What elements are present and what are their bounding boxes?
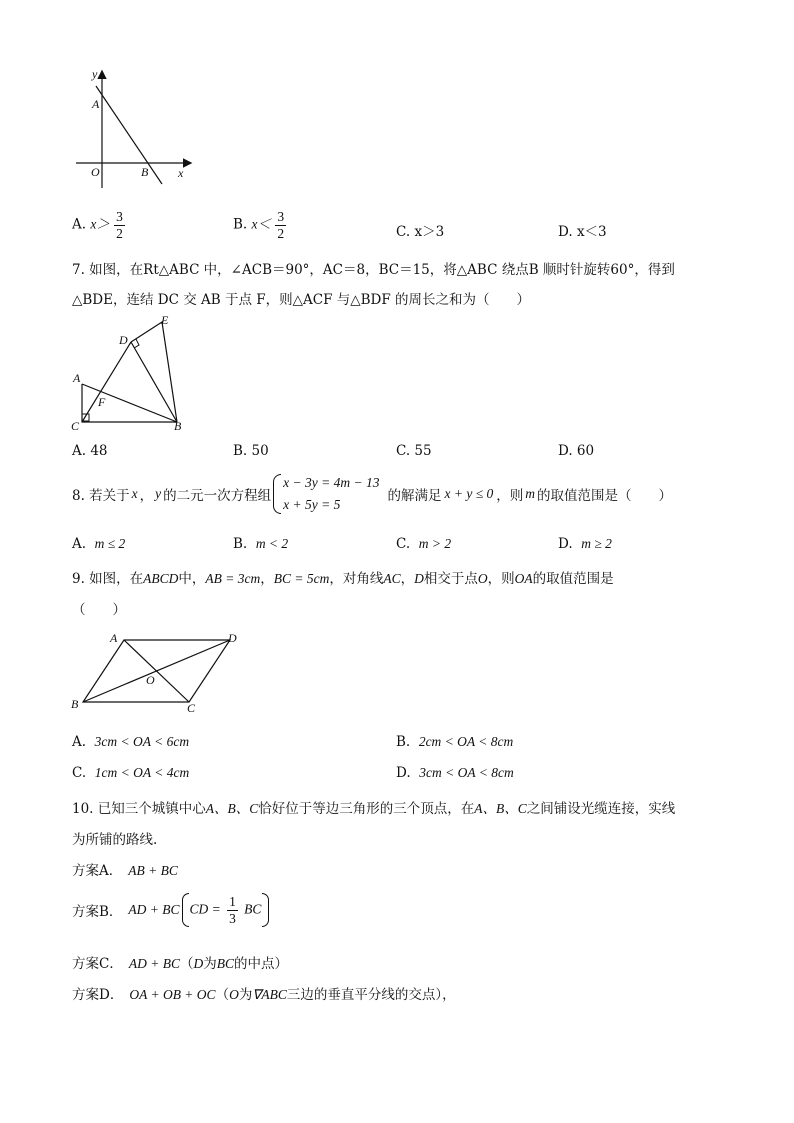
- q9-option-d: D. 3cm < OA < 8cm: [396, 765, 514, 781]
- equation-system: x − 3y = 4m − 13 x + 5y = 5: [273, 472, 379, 516]
- q9-stem-line1: 9. 如图，在ABCD中，AB = 3cm，BC = 5cm，对角线AC，D相交于点O，则OA的取值范围是: [72, 571, 614, 587]
- q9-stem-line2: （ ）: [72, 602, 126, 618]
- q6-option-a: A. x＞ $\frac{3}{2}$: [72, 209, 123, 241]
- option-text: x＞3: [414, 224, 445, 240]
- fig9-label-D: D: [228, 631, 237, 645]
- option-letter: C: [396, 224, 406, 240]
- q10-plan-d: 方案D． OA + OB + OC（O为∇ABC三边的垂直平分线的交点），: [72, 987, 456, 1003]
- q8-option-d: D. m ≥ 2: [558, 536, 612, 552]
- q8-option-c: C. m > 2: [396, 536, 452, 552]
- q9-option-a: A. 3cm < OA < 6cm: [72, 734, 190, 750]
- triangle-abc: [82, 384, 177, 422]
- q6-option-c: C. x＞3: [396, 224, 445, 240]
- q7-option-c: C. 55: [396, 443, 432, 459]
- graph-label-y: y: [92, 67, 98, 81]
- linear-function-line: [96, 86, 162, 184]
- option-relation: x＜: [251, 216, 272, 232]
- fig7-label-C: C: [71, 419, 80, 433]
- fig9-label-A: A: [110, 631, 118, 645]
- fig9-label-O: O: [146, 673, 155, 687]
- fig7-label-F: F: [98, 395, 106, 409]
- diagonal-bd: [83, 640, 230, 702]
- q6-graph: [70, 66, 200, 190]
- q6-option-b: B. x＜ $\frac{3}{2}$: [233, 209, 285, 241]
- graph-label-x: x: [178, 166, 184, 180]
- right-angle-mark-d: [134, 339, 139, 348]
- option-relation: x＞: [90, 216, 110, 232]
- graph-label-A: A: [92, 97, 100, 111]
- q7-figure: [66, 312, 196, 436]
- q7-option-d: D. 60: [558, 443, 595, 459]
- graph-label-B: B: [141, 165, 149, 179]
- fig7-label-D: D: [119, 333, 128, 347]
- q7-option-b: B. 50: [233, 443, 269, 459]
- option-fraction: $\frac{3}{2}$: [116, 209, 123, 241]
- q7-stem-line1: 7. 如图，在Rt△ABC 中，∠ACB＝90°，AC＝8，BC＝15，将△ABC 绕点B 顺时针旋转60°，得到: [72, 262, 675, 278]
- option-letter: A: [72, 216, 82, 233]
- q10-stem-line1: 10. 已知三个城镇中心A、B、C恰好位于等边三角形的三个顶点，在A、B、C之间铺设光缆连接，实线: [72, 801, 676, 817]
- option-letter: B: [233, 216, 243, 233]
- q9-figure: [66, 628, 246, 716]
- graph-label-O: O: [91, 165, 100, 179]
- fig7-label-B: B: [174, 419, 182, 433]
- q7-option-a: A. 48: [72, 443, 108, 459]
- q8-option-a: A. m ≤ 2: [72, 536, 126, 552]
- q6-option-d: D. x＜3: [558, 224, 607, 240]
- q8-option-b: B. m < 2: [233, 536, 289, 552]
- segment-dc: [82, 342, 131, 422]
- q9-option-b: B. 2cm < OA < 8cm: [396, 734, 514, 750]
- option-fraction: $\frac{3}{2}$: [277, 209, 285, 241]
- q7-stem-line2: △BDE，连结 DC 交 AB 于点 F，则△ACF 与△BDF 的周长之和为（ ）: [72, 292, 531, 308]
- plan-b-condition: CD = $\frac{1}{3}$ BC: [182, 895, 270, 925]
- fig7-label-A: A: [73, 371, 81, 385]
- q10-plan-b: 方案B． AD + BC CD = $\frac{1}{3}$ BC: [72, 895, 269, 925]
- q10-plan-a: 方案A． AB + BC: [72, 863, 178, 879]
- fig7-label-E: E: [161, 313, 169, 327]
- fig9-label-C: C: [187, 701, 196, 715]
- q8-stem: 8. 若关于 x ， y 的二元一次方程组 x − 3y = 4m − 13 x + 5y = 5 的解满足 x + y ≤ 0 ，则 m 的取值范围是（ ）: [72, 472, 672, 516]
- q10-stem-line2: 为所铺的路线.: [72, 832, 158, 848]
- option-letter: D: [558, 224, 569, 240]
- option-text: x＜3: [576, 224, 607, 240]
- q10-plan-c: 方案C． AD + BC（D为BC的中点）: [72, 956, 288, 972]
- q9-option-c: C. 1cm < OA < 4cm: [72, 765, 190, 781]
- fig9-label-B: B: [71, 697, 79, 711]
